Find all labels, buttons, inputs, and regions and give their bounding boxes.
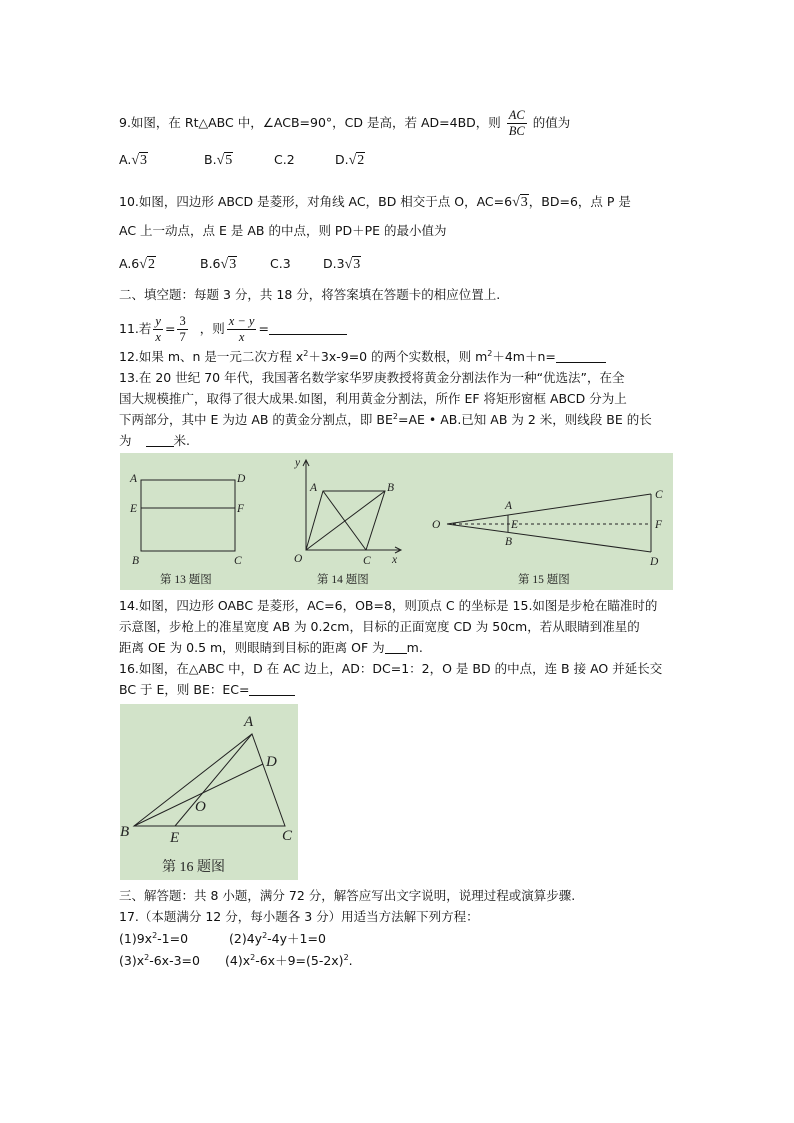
- answer-blank: [269, 322, 347, 335]
- q13-line3-sup: 2: [392, 412, 398, 421]
- q13-line2: 国大规模推广，取得了很大成果.如图，利用黄金分割法，所作 EF 将矩形窗框 ABCD 分为上: [119, 391, 627, 406]
- sqrt-symbol: √2: [348, 153, 365, 168]
- fig16-label-c: C: [282, 828, 293, 844]
- fig16-label-e: E: [170, 830, 180, 846]
- q9-option-a-label: A.: [119, 152, 132, 167]
- q17-title: 17.（本题满分 12 分，每小题各 3 分）用适当方法解下列方程：: [119, 909, 479, 924]
- figure-15: [447, 494, 651, 552]
- q11-frac-1: [153, 314, 163, 345]
- section-3-heading: 三、解答题：共 8 小题，满分 72 分，解答应写出文字说明，说理过程或演算步骤.: [119, 888, 576, 903]
- fig15-line-od: [447, 524, 651, 552]
- fig13-label-f: F: [237, 503, 245, 515]
- q10-option-a-radicand: 2: [147, 257, 155, 272]
- q17-part1-b: -1=0: [157, 931, 189, 946]
- q9-stem-end: 的值为: [532, 115, 571, 130]
- q10-option-a-label: A.6: [119, 256, 140, 271]
- figure-13: [141, 480, 235, 551]
- fig16-label-a: A: [244, 714, 254, 730]
- q17-part1: [119, 931, 188, 947]
- q10-option-c-text: 3: [282, 256, 291, 271]
- q9-option-c-label: C.: [274, 152, 287, 167]
- q12-a: 12.如果 m、n 是一元二次方程 x: [119, 349, 304, 364]
- q10-option-b-radicand: 3: [229, 257, 237, 272]
- q17-part4-sup2: 2: [343, 953, 349, 962]
- fig13-label-b: B: [132, 555, 140, 567]
- q10-option-d-label: D.3: [323, 256, 345, 271]
- q13-line4: [119, 433, 190, 449]
- fig15-caption: 第 15 题图: [518, 574, 570, 586]
- fig16-label-d: D: [266, 754, 277, 770]
- q10-option-d: [323, 256, 361, 273]
- sqrt-symbol: √3: [220, 257, 237, 272]
- fig13-label-d: D: [237, 473, 246, 485]
- q12: [119, 349, 606, 365]
- fig14-diagonal-ac: [323, 491, 366, 550]
- fig16-segment-bd: [134, 764, 263, 826]
- fig14-caption: 第 14 题图: [317, 574, 369, 586]
- fig14-label-o: O: [294, 553, 303, 565]
- q17-part2-sup: 2: [262, 931, 268, 940]
- q10-radicand: 3: [520, 195, 528, 210]
- q13-line3-a: 下两部分，其中 E 为边 AB 的黄金分割点，即 BE: [119, 412, 393, 427]
- q17-part3-b: -6x-3=0: [149, 953, 200, 968]
- q11-end: =: [258, 321, 269, 336]
- fig15-label-d: D: [650, 556, 659, 568]
- q17-part3-sup: 2: [144, 953, 150, 962]
- q10-line2: AC 上一动点，点 E 是 AB 的中点，则 PD＋PE 的最小值为: [119, 223, 447, 238]
- q15-line3-a: 距离 OE 为 0.5 m，则眼睛到目标的距离 OF 为: [119, 640, 385, 655]
- answer-blank: [556, 350, 606, 363]
- q11-frac-2: [177, 314, 187, 345]
- fig15-label-c: C: [655, 489, 663, 501]
- q11-frac-3-den: x: [238, 330, 245, 344]
- q10-option-b-label: B.6: [200, 256, 221, 271]
- q16-line1: 16.如图，在△ABC 中，D 在 AC 边上，AD：DC=1：2，O 是 BD 的中点，连 B 接 AO 并延长交: [119, 661, 663, 676]
- q17-part2-a: (2)4y: [229, 931, 263, 946]
- q9-option-b-label: B.: [204, 152, 217, 167]
- q10-option-c: [270, 256, 291, 272]
- q9-option-b: [204, 152, 233, 169]
- fig13-rectangle: [141, 480, 235, 551]
- q9-option-a-radicand: 3: [140, 153, 147, 168]
- q9-frac-num: AC: [508, 108, 525, 122]
- q13-line4-a: 为: [119, 433, 132, 448]
- fig14-diagonal-ob: [306, 491, 385, 550]
- sqrt-symbol: √5: [216, 153, 233, 168]
- q10-option-c-label: C.: [270, 256, 283, 271]
- q17-part1-sup: 2: [152, 931, 158, 940]
- fig14-label-y: y: [295, 457, 301, 469]
- fig14-label-c: C: [363, 555, 371, 567]
- q10-option-b: [200, 256, 237, 273]
- q11: [119, 314, 347, 345]
- q11-eq: =: [164, 321, 176, 336]
- q14-q15-line2: 示意图，步枪上的准星宽度 AB 为 0.2cm，目标的正面宽度 CD 为 50cm，若从眼睛到准星的: [119, 619, 640, 634]
- q12-sup: 2: [303, 349, 309, 358]
- q12-sup2: 2: [487, 349, 493, 358]
- figure-16-panel: [120, 704, 298, 880]
- q11-frac-3: [227, 314, 257, 345]
- q17-part4: [225, 953, 353, 969]
- fig15-label-f: F: [655, 519, 663, 531]
- figures-panel-13-15: [120, 453, 673, 590]
- q17-part4-sup: 2: [250, 953, 256, 962]
- q9-stem: [119, 108, 570, 139]
- answer-blank: [146, 434, 174, 447]
- fig16-caption: 第 16 题图: [162, 860, 225, 875]
- q9-option-c: [274, 152, 295, 168]
- q11-frac-2-den: 7: [179, 330, 186, 344]
- q10-line1-b: ，BD=6，点 P 是: [528, 194, 631, 209]
- fig13-caption: 第 13 题图: [160, 574, 212, 586]
- sqrt-symbol: √3: [512, 195, 528, 210]
- q10-line1-a: 10.如图，四边形 ABCD 是菱形，对角线 AC，BD 相交于点 O，AC=6: [119, 194, 513, 209]
- q12-c: ＋4m＋n=: [492, 349, 556, 364]
- fig15-label-e: E: [511, 519, 519, 531]
- q16-line2-text: BC 于 E，则 BE：EC=: [119, 682, 250, 697]
- q17-part1-a: (1)9x: [119, 931, 153, 946]
- q16-line2: [119, 682, 295, 698]
- q9-option-c-text: 2: [286, 152, 295, 167]
- sqrt-symbol: √2: [139, 257, 155, 272]
- q11-frac-3-num: x − y: [228, 314, 255, 328]
- fig13-label-c: C: [234, 555, 242, 567]
- q9-option-a: [119, 152, 148, 169]
- q13-line1: 13.在 20 世纪 70 年代，我国著名数学家华罗庚教授将黄金分割法作为一种“优选法”，在全: [119, 370, 625, 385]
- q17-part4-c: .: [348, 953, 353, 968]
- figure-16: [134, 734, 285, 826]
- q13-line3: [119, 412, 652, 428]
- fig15-label-b: B: [505, 536, 513, 548]
- q9-fraction: [507, 108, 527, 139]
- q17-part3: [119, 953, 200, 969]
- fig13-label-e: E: [130, 503, 138, 515]
- section-2-heading: 二、填空题：每题 3 分，共 18 分，将答案填在答题卡的相应位置上.: [119, 287, 501, 302]
- q12-b: ＋3x-9=0 的两个实数根，则 m: [308, 349, 488, 364]
- q9-frac-den: BC: [508, 124, 525, 138]
- q10-line1: [119, 194, 631, 211]
- fig16-segment-ae: [175, 734, 252, 826]
- fig16-label-o: O: [195, 799, 206, 815]
- fig15-label-a: A: [505, 500, 513, 512]
- answer-blank: [249, 683, 295, 696]
- q14-q15-line1: 14.如图，四边形 OABC 是菱形，AC=6，OB=8，则顶点 C 的坐标是 15.如图是步枪在瞄准时的: [119, 598, 658, 613]
- q14-q15-line3: [119, 640, 423, 656]
- q11-frac-2-num: 3: [179, 314, 186, 328]
- q17-part2: [229, 931, 326, 947]
- q11-frac-1-num: y: [155, 314, 161, 328]
- q11-frac-1-den: x: [155, 330, 161, 344]
- q15-line3-b: m.: [406, 640, 423, 655]
- q10-option-d-radicand: 3: [353, 257, 361, 272]
- figures-13-15-svg: [120, 453, 673, 590]
- q13-line3-b: =AE • AB.已知 AB 为 2 米，则线段 BE 的长: [397, 412, 652, 427]
- q11-mid: ，则: [199, 321, 225, 336]
- q9-option-b-radicand: 5: [225, 153, 233, 168]
- q9-option-d: [335, 152, 365, 169]
- fig15-label-o: O: [432, 519, 441, 531]
- sqrt-symbol: √3: [131, 153, 147, 168]
- q9-option-d-radicand: 2: [357, 153, 365, 168]
- fig14-label-x: x: [392, 554, 398, 566]
- q13-line4-b: 米.: [173, 433, 190, 448]
- q11-prefix: 11.若: [119, 321, 152, 336]
- fig15-line-oc: [447, 494, 651, 524]
- q17-part3-a: (3)x: [119, 953, 145, 968]
- fig13-label-a: A: [130, 473, 138, 485]
- fig14-label-b: B: [387, 482, 395, 494]
- sqrt-symbol: √3: [344, 257, 361, 272]
- answer-blank: [385, 641, 407, 654]
- fig16-label-b: B: [120, 824, 130, 840]
- figure-14: [303, 460, 401, 553]
- q17-part4-b: -6x＋9=(5-2x): [255, 953, 344, 968]
- figure-16-svg: [120, 704, 298, 880]
- q10-option-a: [119, 256, 156, 273]
- q9-stem-text: 9.如图，在 Rt△ABC 中，∠ACB=90°，CD 是高，若 AD=4BD，则: [119, 115, 501, 130]
- q17-part2-b: -4y＋1=0: [267, 931, 326, 946]
- q9-option-d-label: D.: [335, 152, 349, 167]
- q17-part4-a: (4)x: [225, 953, 251, 968]
- fig16-triangle-abc: [134, 734, 285, 826]
- fig14-label-a: A: [310, 482, 318, 494]
